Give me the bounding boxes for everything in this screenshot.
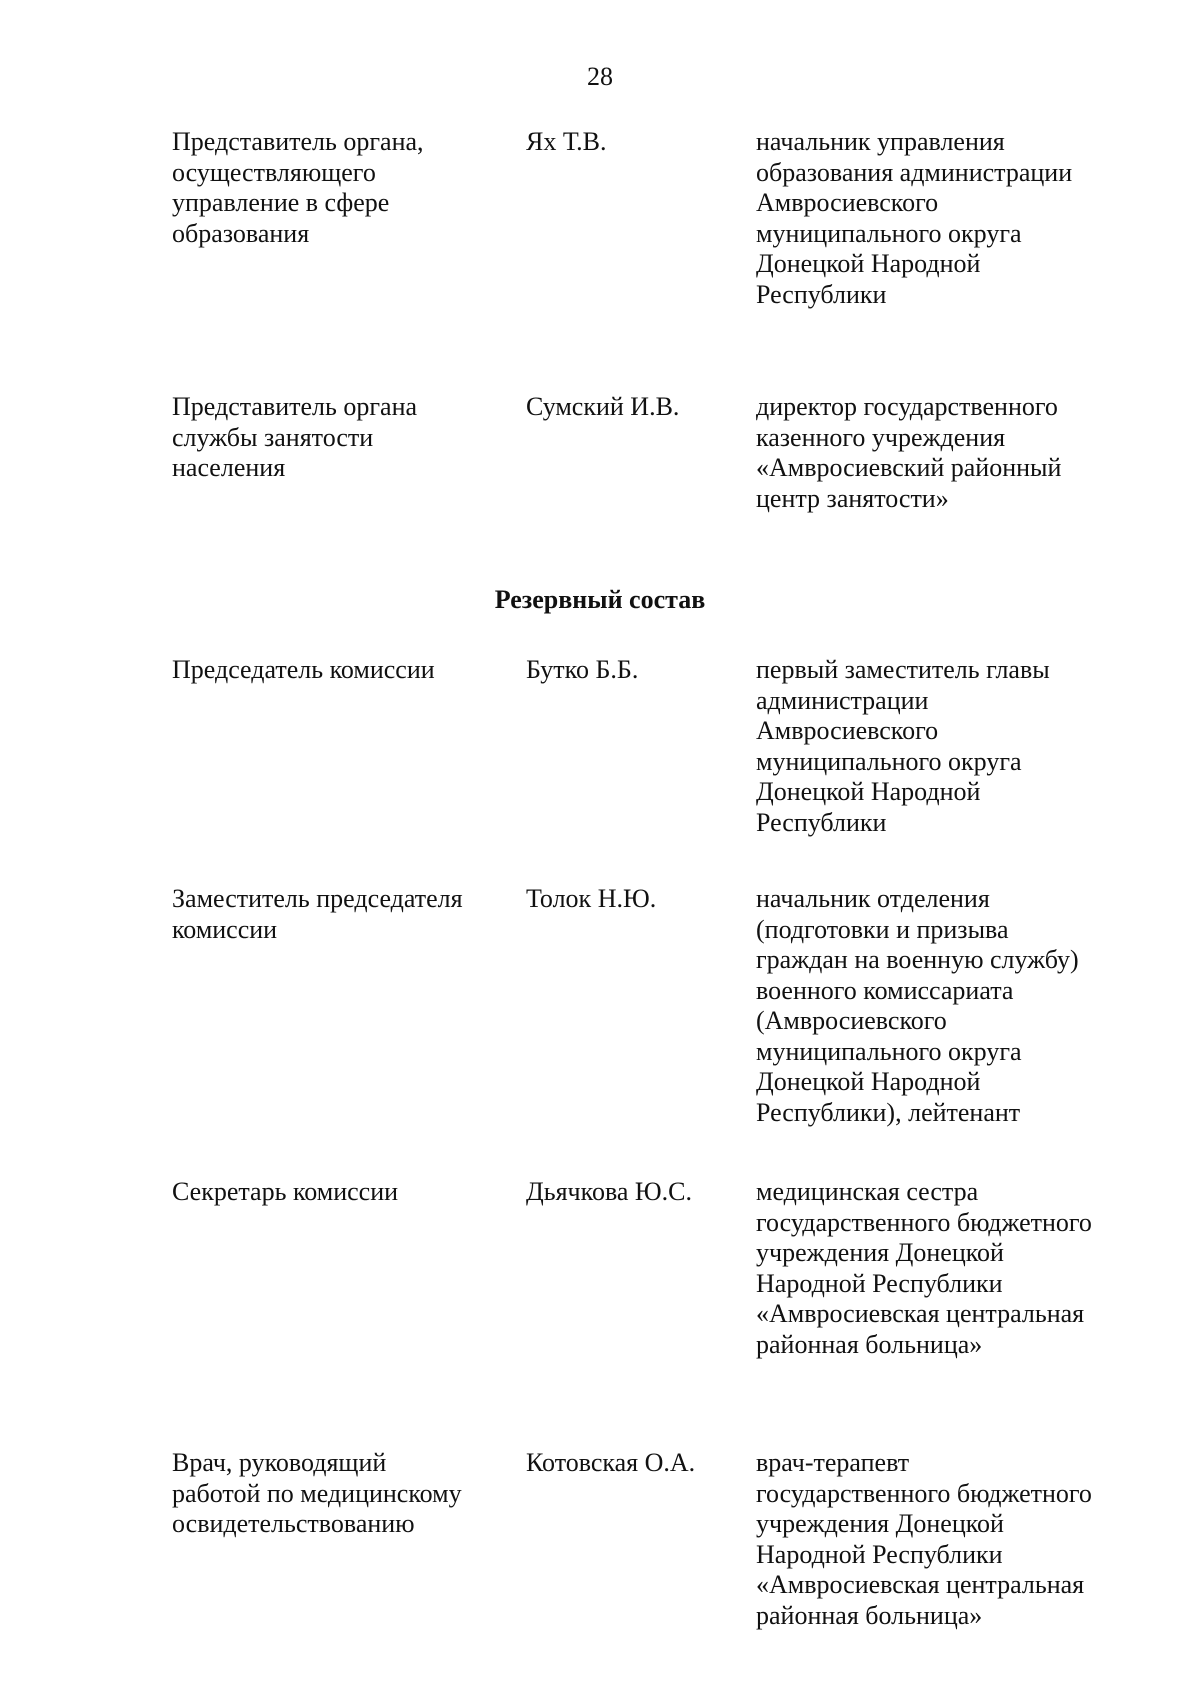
member-role: Заместитель председателя комиссии	[172, 884, 463, 944]
member-position: первый заместитель главы администрации Амвросиевского муниципального округа Донецкой Народной Республики	[756, 655, 1050, 837]
member-position: начальник отделения (подготовки и призыва граждан на военную службу) военного комиссариата (Амвросиевского муниципального округа Донецкой Народной Республики), лейтенант	[756, 884, 1079, 1127]
member-position: начальник управления образования администрации Амвросиевского муниципального округа Донецкой Народной Республики	[756, 127, 1073, 309]
member-name: Толок Н.Ю.	[526, 884, 657, 913]
member-name: Котовская О.А.	[526, 1448, 696, 1477]
member-position: врач-терапевт государственного бюджетного учреждения Донецкой Народной Республики «Амвросиевская центральная районная больница»	[756, 1448, 1092, 1630]
page-number: 28	[587, 62, 613, 91]
member-role: Представитель органа службы занятости населения	[172, 392, 418, 482]
member-role: Секретарь комиссии	[172, 1177, 399, 1206]
member-position: директор государственного казенного учреждения «Амвросиевский районный центр занятости»	[756, 392, 1062, 513]
member-name: Ях Т.В.	[526, 127, 607, 156]
member-role: Председатель комиссии	[172, 655, 435, 684]
member-role: Представитель органа, осуществляющего управление в сфере образования	[172, 127, 424, 248]
reserve-section-heading: Резервный состав	[494, 585, 706, 614]
member-role: Врач, руководящий работой по медицинскому освидетельствованию	[172, 1448, 462, 1538]
member-name: Сумский И.В.	[526, 392, 680, 421]
member-name: Бутко Б.Б.	[526, 655, 639, 684]
member-name: Дьячкова Ю.С.	[526, 1177, 692, 1206]
member-position: медицинская сестра государственного бюджетного учреждения Донецкой Народной Республики «Амвросиевская центральная районная больница»	[756, 1177, 1092, 1359]
